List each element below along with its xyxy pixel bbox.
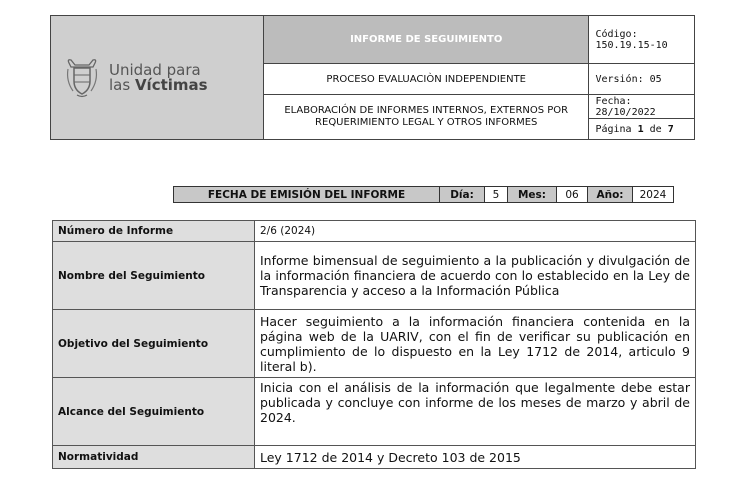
- pagina-prefix: Página: [595, 123, 638, 135]
- alcance-value: Inicia con el análisis de la información que legalmente debe estar publicada y concluye con informe de los meses de marzo y abril de 2024.: [255, 378, 696, 446]
- objetivo-value: Hacer seguimiento a la información financiera contenida en la página web de la UARIV, con el fin de verificar su publicación en cumplimiento de lo dispuesto en la Ley 1712 de 2014, articulo 9 literal b).: [255, 310, 696, 378]
- emission-label: FECHA DE EMISIÓN DEL INFORME: [174, 187, 440, 203]
- anio-label: Año:: [588, 187, 633, 203]
- fecha: Fecha: 28/10/2022: [589, 94, 695, 119]
- pagina-mid: de: [643, 123, 668, 135]
- nombre-value: Informe bimensual de seguimiento a la publicación y divulgación de la información financiera de acuerdo con lo establecido en la Ley de Transparencia y acceso a la Información Pública: [255, 242, 696, 310]
- report-title: INFORME DE SEGUIMIENTO: [264, 16, 589, 64]
- logo-text: [109, 60, 208, 94]
- report-info-table: [52, 220, 696, 469]
- codigo: Código: 150.19.15-10: [589, 16, 695, 64]
- numero-label: Número de Informe: [53, 221, 255, 242]
- normatividad-value: Ley 1712 de 2014 y Decreto 103 de 2015: [255, 446, 696, 469]
- normatividad-label: Normatividad: [53, 446, 255, 469]
- numero-value: 2/6 (2024): [255, 221, 696, 242]
- alcance-label: Alcance del Seguimiento: [53, 378, 255, 446]
- version: Versión: 05: [589, 64, 695, 95]
- mes-label: Mes:: [508, 187, 557, 203]
- logo: [57, 57, 257, 99]
- dia-value: 5: [485, 187, 508, 203]
- coat-of-arms-icon: [65, 57, 99, 99]
- anio-value: 2024: [633, 187, 674, 203]
- procedure-name: ELABORACIÓN DE INFORMES INTERNOS, EXTERNOS POR REQUERIMIENTO LEGAL Y OTROS INFORMES: [264, 94, 589, 139]
- logo-line2-prefix: las: [109, 75, 135, 94]
- logo-line2-bold: Víctimas: [134, 75, 208, 94]
- emission-date-table: [173, 186, 674, 203]
- dia-label: Día:: [440, 187, 485, 203]
- pagina-total: 7: [667, 123, 674, 135]
- logo-line1: Unidad para: [109, 60, 201, 79]
- objetivo-label: Objetivo del Seguimiento: [53, 310, 255, 378]
- pagina-num: 1: [637, 123, 644, 135]
- mes-value: 06: [557, 187, 588, 203]
- document-header: [50, 15, 695, 140]
- logo-cell: [51, 16, 264, 140]
- process-name: PROCESO EVALUACIÒN INDEPENDIENTE: [264, 64, 589, 95]
- nombre-label: Nombre del Seguimiento: [53, 242, 255, 310]
- pagina: [589, 119, 695, 140]
